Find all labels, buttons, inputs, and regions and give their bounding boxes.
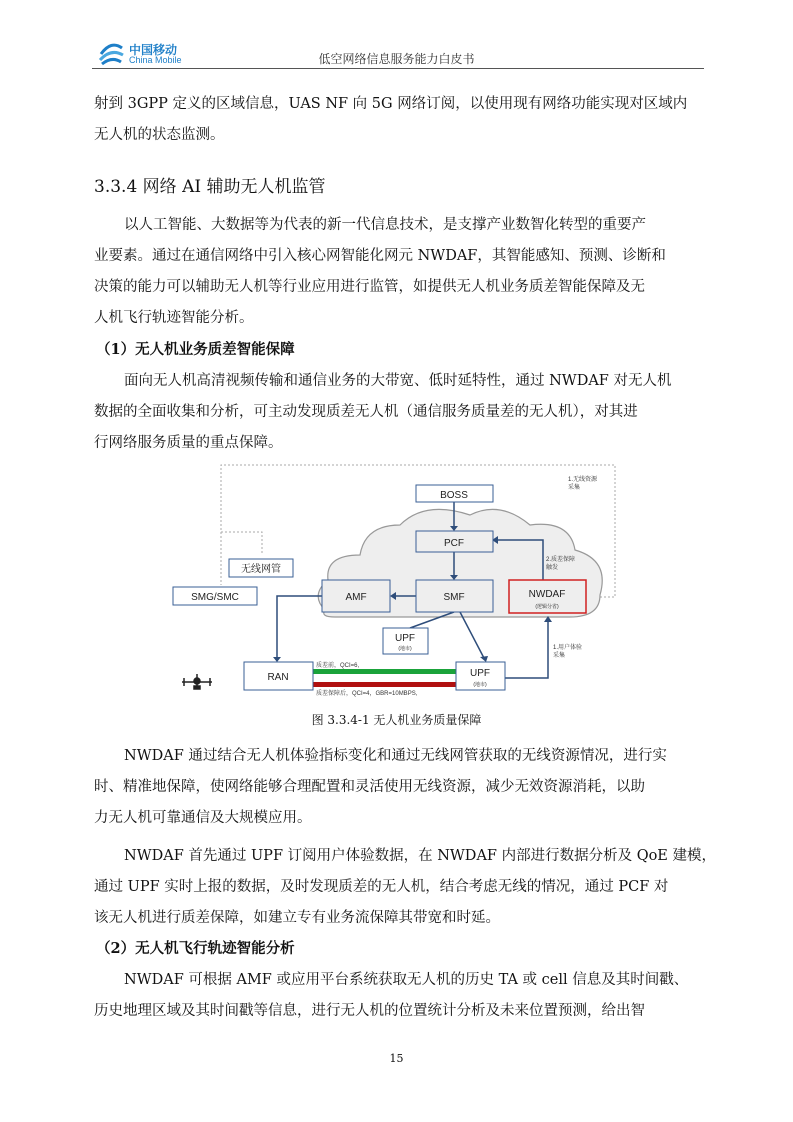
diagram-shape bbox=[273, 657, 281, 662]
text-line: NWDAF 首先通过 UPF 订阅用户体验数据，在 NWDAF 内部进行数据分析及 QoE 建模， bbox=[124, 848, 716, 864]
smf-label: SMF bbox=[443, 592, 465, 603]
figure-caption: 图 3.3.4-1 无人机业务质量保障 bbox=[311, 713, 482, 727]
text-line: 面向无人机高清视频传输和通信业务的大带宽、低时延特性，通过 NWDAF 对无人机 bbox=[124, 373, 672, 389]
amf-label: AMF bbox=[345, 592, 367, 603]
boss-label: BOSS bbox=[440, 490, 468, 501]
smg-smc-label: SMG/SMC bbox=[191, 592, 239, 603]
diagram-label: 触发 bbox=[546, 565, 559, 571]
header-divider bbox=[92, 68, 704, 69]
subheading: （1）无人机业务质差智能保障 bbox=[96, 341, 295, 358]
upf-label: UPF bbox=[470, 668, 490, 679]
ran-label: RAN bbox=[267, 672, 289, 683]
diagram-shape bbox=[460, 612, 485, 660]
drone-icon bbox=[182, 674, 212, 689]
text-line: NWDAF 通过结合无人机体验指标变化和通过无线网管获取的无线资源情况，进行实 bbox=[124, 748, 667, 764]
nwdaf-sublabel: (逻辑分省) bbox=[535, 604, 559, 610]
diagram-label: 采集 bbox=[553, 653, 566, 659]
green-bar bbox=[313, 669, 456, 674]
upf-sublabel: (地市) bbox=[473, 682, 487, 688]
text-line: 该无人机进行质差保障，如建立专有业务流保障其带宽和时延。 bbox=[94, 910, 500, 926]
logo-text-en: China Mobile bbox=[129, 55, 182, 65]
text-line: 行网络服务质量的重点保障。 bbox=[94, 435, 283, 451]
diagram-shape bbox=[173, 485, 586, 690]
nwdaf-label: NWDAF bbox=[528, 589, 566, 600]
text-line: 通过 UPF 实时上报的数据，及时发现质差的无人机，结合考虑无线的情况，通过 PCF 对 bbox=[94, 879, 669, 895]
page-number: 15 bbox=[389, 1052, 404, 1065]
logo-text-cn: 中国移动 bbox=[129, 43, 178, 57]
pcf-label: PCF bbox=[444, 538, 464, 549]
wireless-nms-label: 无线网管 bbox=[241, 564, 281, 575]
text-line: 业要素。通过在通信网络中引入核心网智能化网元 NWDAF，其智能感知、预测、诊断和 bbox=[94, 248, 666, 264]
upf-city-sublabel: (地市) bbox=[398, 646, 412, 652]
diagram-shape bbox=[505, 619, 548, 678]
diagram-shape bbox=[277, 596, 322, 660]
diagram-label: 1.用户体验 bbox=[553, 645, 583, 651]
qos-diagram bbox=[160, 460, 620, 710]
text-line: 人机飞行轨迹智能分析。 bbox=[94, 310, 254, 326]
text-line: 力无人机可靠通信及大规模应用。 bbox=[94, 810, 312, 826]
red-bar bbox=[313, 682, 456, 687]
diagram-shape bbox=[221, 532, 262, 554]
text-line: 以人工智能、大数据等为代表的新一代信息技术，是支撑产业数智化转型的重要产 bbox=[124, 217, 646, 233]
header-title: 低空网络信息服务能力白皮书 bbox=[318, 52, 475, 66]
section-heading: 3.3.4 网络 AI 辅助无人机监管 bbox=[94, 177, 326, 197]
diagram-shape bbox=[480, 656, 488, 662]
before-label: 质差前，QCI=6, bbox=[316, 663, 360, 669]
diagram-shape bbox=[194, 686, 200, 689]
text-line: 无人机的状态监测。 bbox=[94, 127, 225, 143]
diagram-label: 采集 bbox=[568, 485, 581, 491]
diagram-label: 1.无线资源 bbox=[568, 477, 598, 483]
text-line: NWDAF 可根据 AMF 或应用平台系统获取无人机的历史 TA 或 cell 信息及其时间戳、 bbox=[124, 972, 689, 988]
after-label: 质差保障后，QCI=4，GBR=10MBPS, bbox=[316, 691, 418, 697]
text-line: 数据的全面收集和分析，可主动发现质差无人机（通信服务质量差的无人机），对其进 bbox=[94, 404, 638, 420]
text-line: 射到 3GPP 定义的区域信息，UAS NF 向 5G 网络订阅，以使用现有网络功能实现对区域内 bbox=[94, 96, 688, 112]
subheading: （2）无人机飞行轨迹智能分析 bbox=[96, 940, 295, 957]
text-line: 历史地理区域及其时间戳等信息，进行无人机的位置统计分析及未来位置预测，给出智 bbox=[94, 1003, 645, 1019]
diagram-label: 2.质差保障 bbox=[546, 557, 576, 563]
text-line: 决策的能力可以辅助无人机等行业应用进行监管，如提供无人机业务质差智能保障及无 bbox=[94, 279, 645, 295]
upf-city-label: UPF bbox=[395, 633, 415, 644]
text-line: 时、精准地保障，使网络能够合理配置和灵活使用无线资源，减少无效资源消耗，以助 bbox=[94, 779, 645, 795]
diagram-shape bbox=[194, 678, 200, 684]
